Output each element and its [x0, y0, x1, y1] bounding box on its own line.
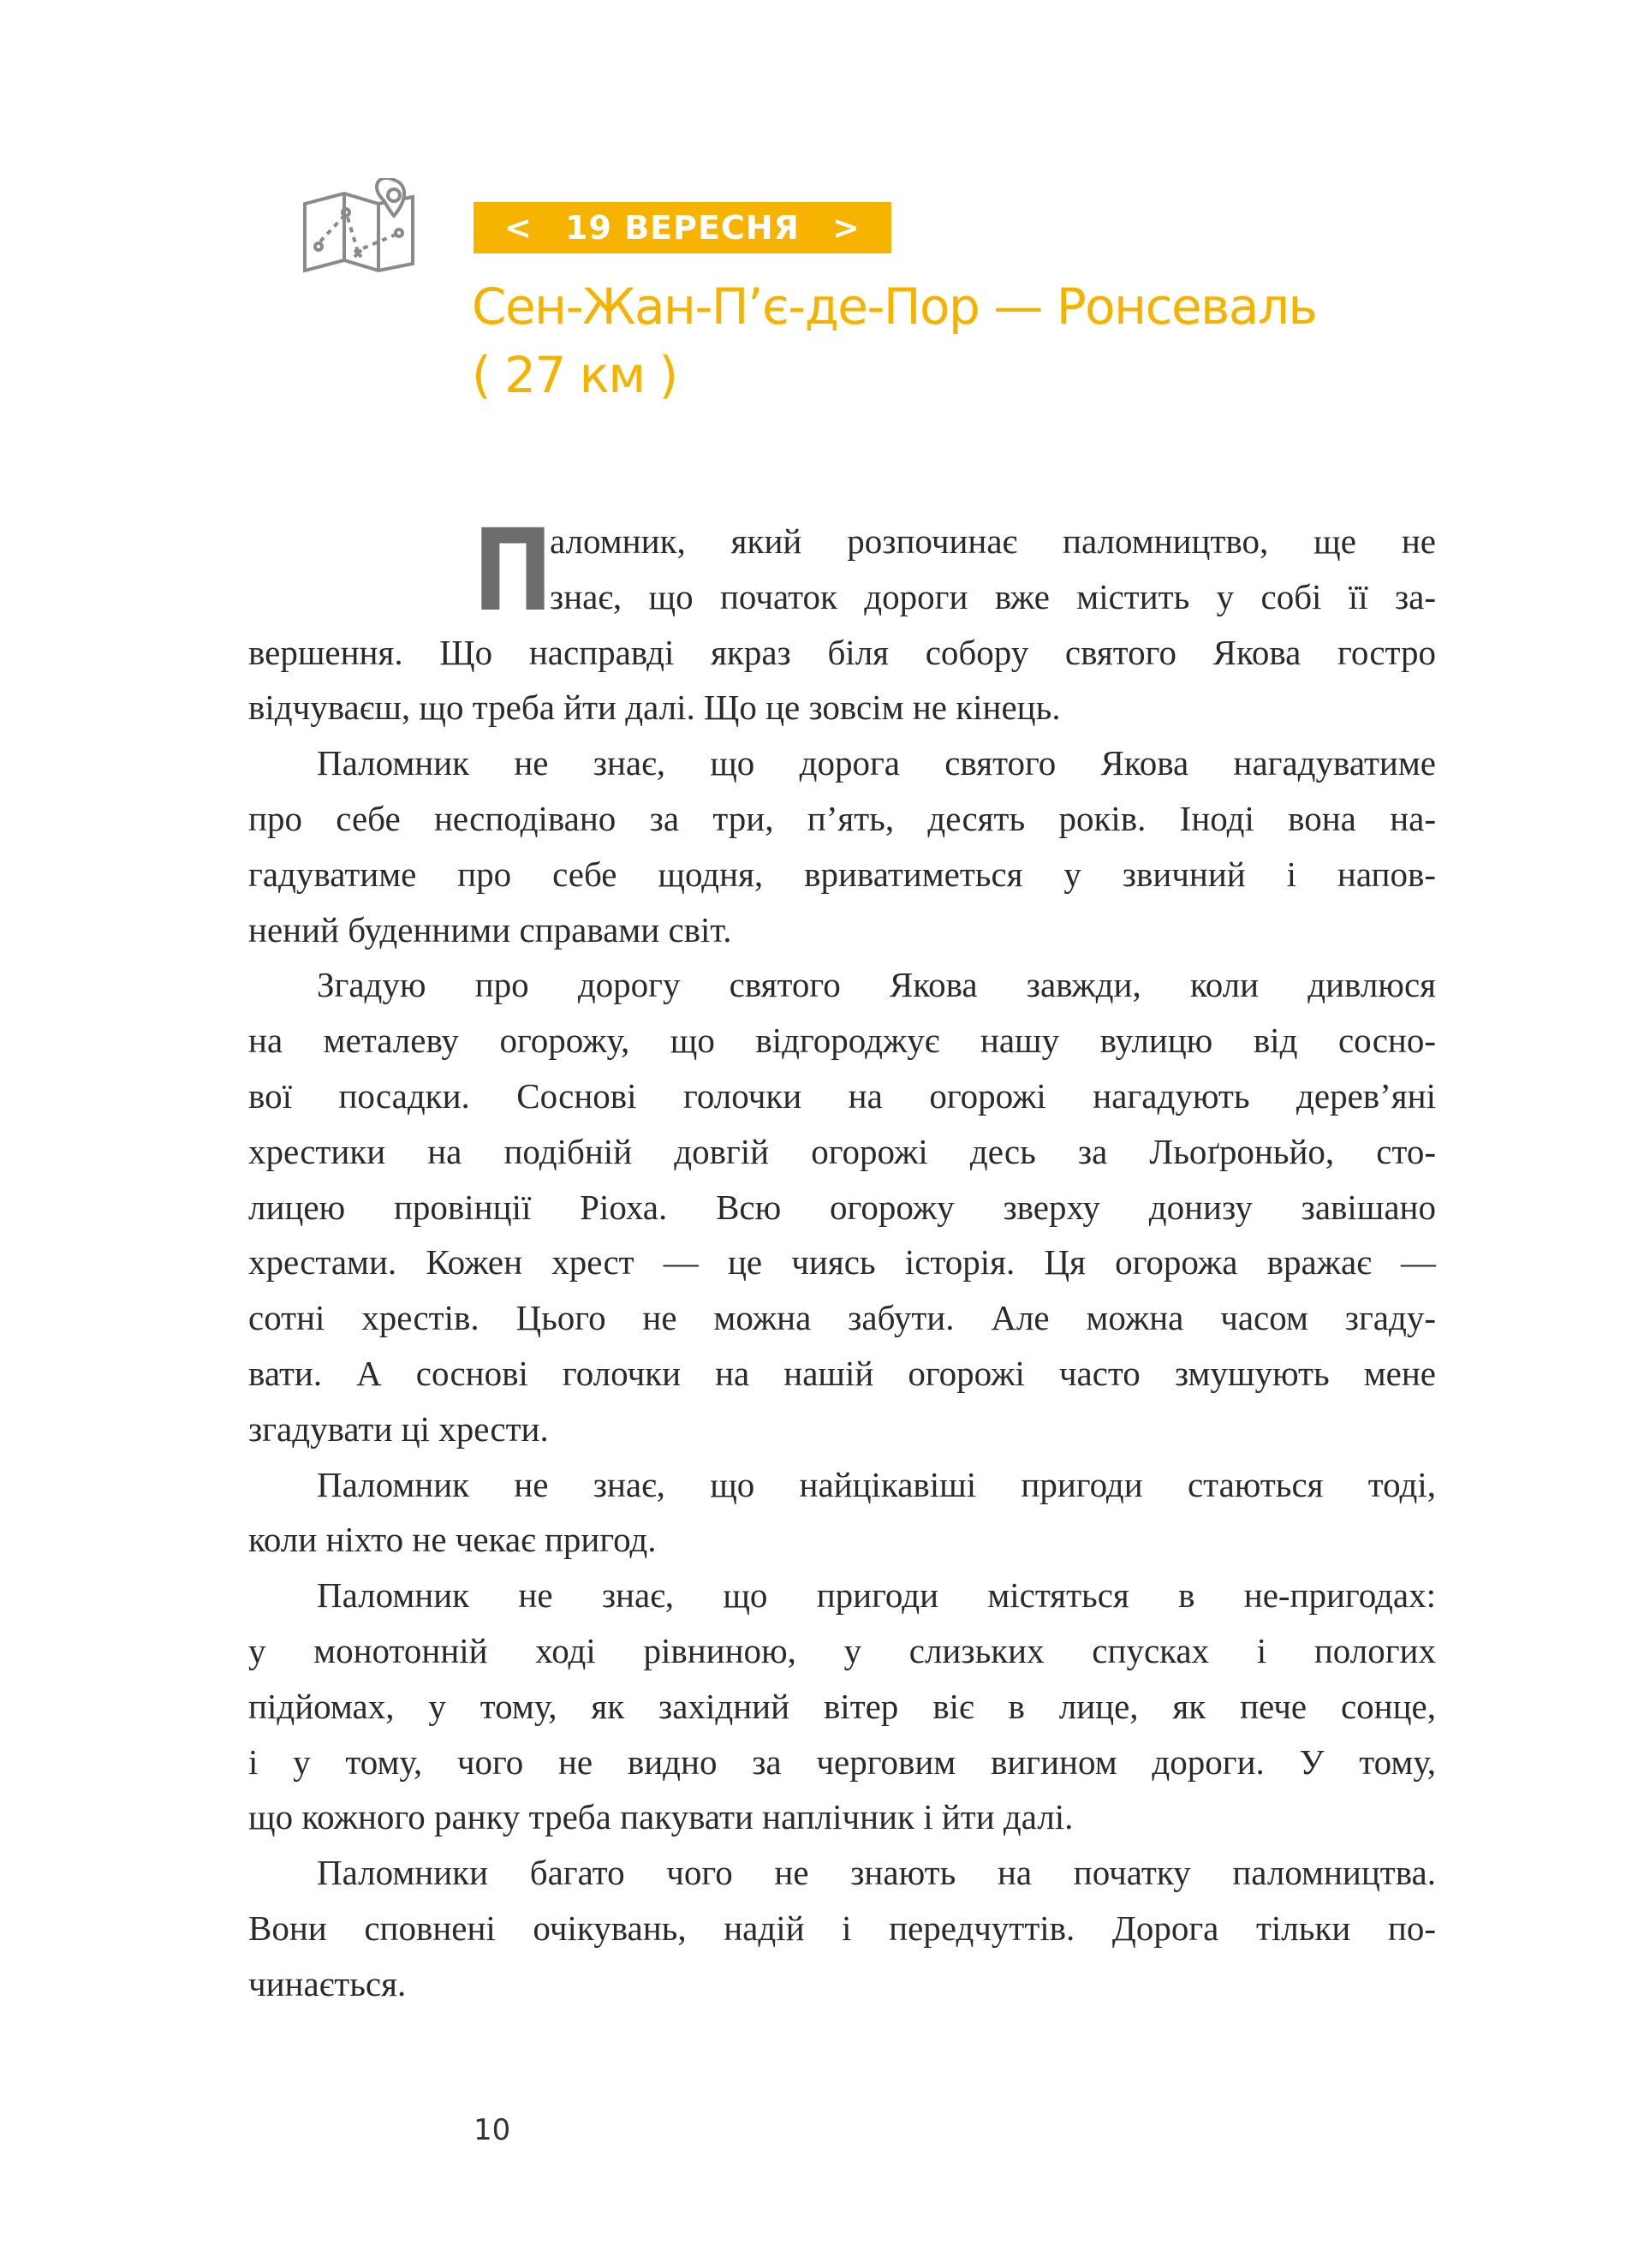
- prev-date-arrow: <: [504, 209, 533, 247]
- text-line: Вони сповнені очікувань, надій і передчуттів. Дорога тільки по-: [248, 1908, 1436, 1948]
- text-line: гадуватиме про себе щодня, вриватиметься у звичний і напов-: [248, 854, 1436, 894]
- paragraph: [248, 957, 1436, 1456]
- date-label: 19 ВЕРЕСНЯ: [565, 209, 800, 247]
- date-badge: [474, 202, 891, 253]
- text-line: хрестами. Кожен хрест — це чиясь історія. Ця огорожа вражає —: [248, 1242, 1436, 1283]
- text-line: знає, що початок дороги вже містить у собі її за-: [550, 576, 1436, 616]
- text-line: згадувати ці хрести.: [248, 1408, 549, 1449]
- text-line: нений буденними справами світ.: [248, 909, 732, 949]
- text-line: Паломники багато чого не знають на початку паломництва.: [317, 1853, 1436, 1893]
- chapter-title-distance: ( 27 км ): [472, 346, 677, 404]
- text-line: чинається.: [248, 1963, 407, 2003]
- text-line: Паломник не знає, що дорога святого Якова нагадуватиме: [317, 743, 1436, 783]
- map-pin-icon: [301, 178, 418, 286]
- chapter-title: [472, 272, 1499, 409]
- chapter-title-route: Сен-Жан-П’є-де-Пор — Ронсеваль: [472, 277, 1317, 336]
- text-line: вої посадки. Соснові голочки на огорожі нагадують дерев’яні: [248, 1075, 1436, 1116]
- text-line: і у тому, чого не видно за черговим вигином дороги. У тому,: [248, 1741, 1436, 1782]
- text-line: підйомах, у тому, як західний вітер віє в лице, як пече сонце,: [248, 1686, 1436, 1726]
- text-line: Паломник не знає, що пригоди містяться в не-пригодах:: [317, 1575, 1436, 1616]
- paragraph: [248, 1845, 1436, 2011]
- text-line: вати. А соснові голочки на нашій огорожі часто змушують мене: [248, 1353, 1436, 1393]
- next-date-arrow: >: [832, 209, 861, 247]
- text-line: сотні хрестів. Цього не можна забути. Але можна часом згаду-: [248, 1298, 1436, 1338]
- paragraph: [248, 735, 1436, 957]
- text-line: хрестики на подібній довгій огорожі десь за Льоґроньйо, сто-: [248, 1131, 1436, 1171]
- text-line: аломник, який розпочинає паломництво, ще не: [550, 521, 1436, 561]
- paragraph: [248, 505, 1436, 735]
- page-number: 10: [474, 2113, 511, 2147]
- text-line: лицею провінції Ріоха. Всю огорожу зверху донизу завішано: [248, 1187, 1436, 1227]
- text-line: відчуваєш, що треба йти далі. Що це зовсім не кінець.: [248, 688, 1061, 728]
- text-line: на металеву огорожу, що відгороджує нашу вулицю від сосно-: [248, 1021, 1436, 1061]
- text-line: коли ніхто не чекає пригод.: [248, 1520, 657, 1560]
- body-text: [248, 505, 1436, 2012]
- text-line: вершення. Що насправді якраз біля собору святого Якова гостро: [248, 632, 1436, 672]
- text-line: у монотонній ході рівниною, у слизьких спусках і пологих: [248, 1630, 1436, 1670]
- paragraph: [248, 1568, 1436, 1845]
- text-line: Паломник не знає, що найцікавіші пригоди стаються тоді,: [317, 1464, 1436, 1504]
- drop-cap: П: [473, 505, 553, 637]
- text-line: Згадую про дорогу святого Якова завжди, коли дивлюся: [317, 965, 1436, 1005]
- text-line: про себе несподівано за три, п’ять, десять років. Іноді вона на-: [248, 798, 1436, 838]
- paragraph: [248, 1457, 1436, 1569]
- text-line: що кожного ранку треба пакувати наплічник і йти далі.: [248, 1797, 1074, 1837]
